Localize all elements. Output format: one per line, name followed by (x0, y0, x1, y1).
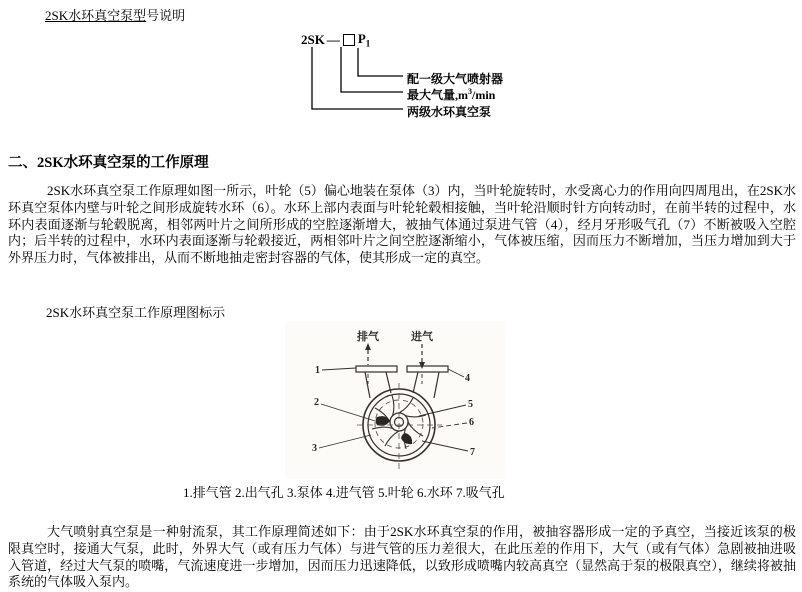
part-number-1: 1 (315, 365, 320, 376)
page-title (45, 5, 185, 24)
model-code (301, 31, 370, 49)
intake-label: 进气 (411, 331, 433, 343)
section-heading: 二、2SK水环真空泵的工作原理 (8, 155, 209, 171)
part-number-6: 6 (469, 417, 474, 428)
page-title-rest: 号说明 (146, 8, 186, 23)
ejector-paragraph: 大气喷射真空泵是一种射流泵，其工作原理简述如下：由于2SK水环真空泵的作用，被抽容器形成一定的予真空，当接近该泵的极限真空时，接通大气泵，此时，外界大气（或有压力气体）与进气管的压力差很大，在此压差的作用下，大气（或有气体）急剧被抽进吸入管道，经过大气泵的喷嘴，气流速度进一步增加，因而压力迅速降低，以致形成喷嘴内较高真空（显然高于泵的极限真空），继续将被抽系统的气体吸入泵内。 (8, 524, 796, 590)
exhaust-label: 排气 (357, 331, 379, 343)
model-code-prefix: 2SK (301, 31, 325, 47)
model-label-ejector: 配一级大气喷射器 (407, 72, 504, 86)
model-number-diagram (295, 30, 510, 122)
part-number-2: 2 (314, 397, 319, 408)
part-number-5: 5 (468, 399, 473, 410)
model-code-dash: — (326, 31, 340, 47)
page-title-underlined: 2SK水环真空泵型 (45, 8, 147, 23)
part-number-7: 7 (470, 447, 475, 458)
pump-schematic-figure (285, 321, 505, 479)
model-label-stages: 两级水环真空泵 (407, 105, 492, 119)
model-code-suffix: $P_1$ (357, 31, 371, 49)
figure-caption: 1.排气管 2.出气孔 3.泵体 4.进气管 5.叶轮 6.水环 7.吸气孔 (183, 485, 505, 500)
part-number-4: 4 (465, 373, 470, 384)
model-label-capacity: 最大气量$,m^3/\min$ (407, 87, 496, 102)
figure-intro: 2SK水环真空泵工作原理图标示 (46, 305, 226, 320)
principle-paragraph: 2SK水环真空泵工作原理如图一所示，叶轮（5）偏心地装在泵体（3）内，当叶轮旋转时，水受离心力的作用向四周甩出，在2SK水环真空泵体内壁与叶轮之间形成旋转水环（6）。水环上部内表面与叶轮轮毂相接触，当叶轮沿顺时针方向转动时，在前半转的过程中，水环内表面逐渐与轮毂脱离，相邻两叶片之间所形成的空腔逐渐增大，被抽气体通过泵进气管（4），经月牙形吸气孔（7）不断被吸入空腔内；后半转的过程中，水环内表面逐渐与轮毂接近，两相邻叶片之间空腔逐渐缩小，气体被压缩，因而压力不断增加，当压力增加到大于外界压力时，气体被排出，从而不断地抽走密封容器的气体，使其形成一定的真空。 (8, 183, 796, 266)
part-number-3: 3 (312, 443, 317, 454)
model-code-placeholder-box (343, 34, 355, 46)
